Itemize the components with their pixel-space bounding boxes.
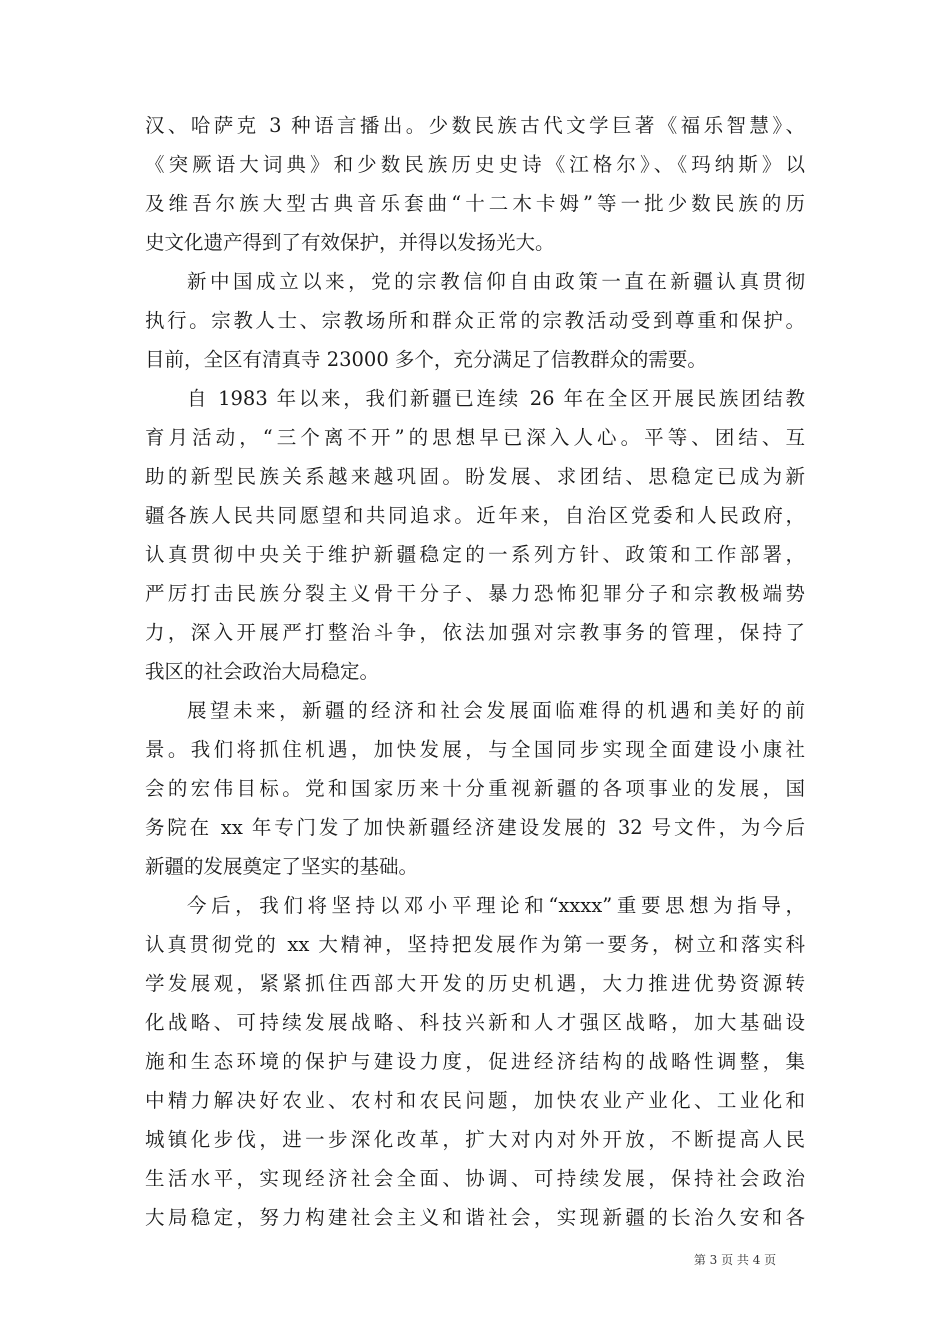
document-body	[145, 106, 805, 1237]
text-line: 史文化遗产得到了有效保护，并得以发扬光大。	[145, 231, 555, 254]
page-number: 第 3 页 共 4 页	[693, 1253, 777, 1267]
text-line: 施和生态环境的保护与建设力度，促进经济结构的战略性调整，集	[145, 1050, 805, 1073]
text-line: 目前，全区有清真寺 23000 多个，充分满足了信教群众的需要。	[145, 348, 707, 371]
text-line: 学发展观，紧紧抓住西部大开发的历史机遇，大力推进优势资源转	[145, 972, 805, 995]
text-line: 中精力解决好农业、农村和农民问题，加快农业产业化、工业化和	[145, 1089, 805, 1112]
text-line: 及维吾尔族大型古典音乐套曲“十二木卡姆”等一批少数民族的历	[145, 192, 805, 215]
text-line: 我区的社会政治大局稳定。	[145, 660, 380, 683]
text-line: 严厉打击民族分裂主义骨干分子、暴力恐怖犯罪分子和宗教极端势	[145, 582, 805, 605]
text-line: 助的新型民族关系越来越巩固。盼发展、求团结、思稳定已成为新	[145, 465, 805, 488]
text-line: 展望未来，新疆的经济和社会发展面临难得的机遇和美好的前	[187, 699, 805, 722]
text-line: 会的宏伟目标。党和国家历来十分重视新疆的各项事业的发展，国	[145, 777, 805, 800]
text-line: 大局稳定，努力构建社会主义和谐社会，实现新疆的长治久安和各	[145, 1206, 805, 1229]
text-line: 《突厥语大词典》和少数民族历史史诗《江格尔》、《玛纳斯》以	[145, 153, 805, 176]
text-line: 景。我们将抓住机遇，加快发展，与全国同步实现全面建设小康社	[145, 738, 805, 761]
text-line: 自 1983 年以来，我们新疆已连续 26 年在全区开展民族团结教	[187, 387, 805, 410]
text-line: 育月活动，“三个离不开”的思想早已深入人心。平等、团结、互	[145, 426, 805, 449]
text-line: 新疆的发展奠定了坚实的基础。	[145, 855, 419, 878]
text-line: 生活水平，实现经济社会全面、协调、可持续发展，保持社会政治	[145, 1167, 805, 1190]
text-line: 力，深入开展严打整治斗争，依法加强对宗教事务的管理，保持了	[145, 621, 805, 644]
text-line: 务院在 xx 年专门发了加快新疆经济建设发展的 32 号文件，为今后	[145, 816, 805, 839]
text-line: 认真贯彻中央关于维护新疆稳定的一系列方针、政策和工作部署，	[145, 543, 805, 566]
text-line: 今后，我们将坚持以邓小平理论和“xxxx”重要思想为指导，	[187, 894, 805, 917]
text-line: 汉、哈萨克 3 种语言播出。少数民族古代文学巨著《福乐智慧》、	[145, 114, 805, 137]
text-line: 疆各族人民共同愿望和共同追求。近年来，自治区党委和人民政府，	[145, 504, 805, 527]
text-line: 化战略、可持续发展战略、科技兴新和人才强区战略，加大基础设	[145, 1011, 805, 1034]
text-line: 城镇化步伐，进一步深化改革，扩大对内对外开放，不断提高人民	[145, 1128, 805, 1151]
text-line: 执行。宗教人士、宗教场所和群众正常的宗教活动受到尊重和保护。	[145, 309, 805, 332]
text-line: 认真贯彻党的 xx 大精神，坚持把发展作为第一要务，树立和落实科	[145, 933, 805, 956]
text-line: 新中国成立以来，党的宗教信仰自由政策一直在新疆认真贯彻	[187, 270, 805, 293]
